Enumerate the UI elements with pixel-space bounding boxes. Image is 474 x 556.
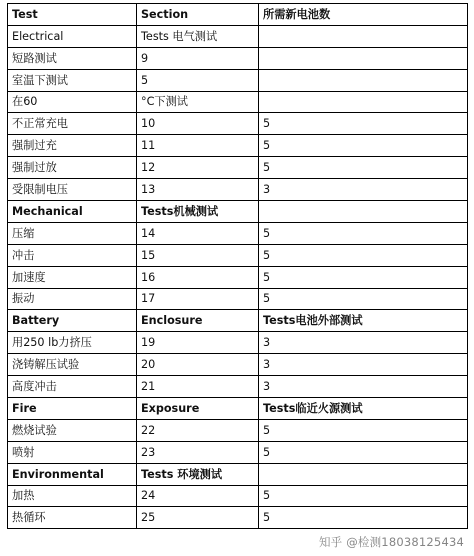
table-row [8,113,468,135]
test-cell: 喷射 [8,441,137,463]
test-cell: Electrical [8,25,137,47]
section-cell: 12 [137,157,259,179]
section-cell: 15 [137,244,259,266]
test-cell: Environmental [8,463,137,485]
test-cell: 热循环 [8,507,137,529]
test-cell: 用250 lb力挤压 [8,332,137,354]
test-cell: Mechanical [8,201,137,223]
table-header-row [8,310,468,332]
battery-count-cell: 5 [259,113,468,135]
table-row [8,179,468,201]
table-header-row [8,398,468,420]
table-body [8,4,468,529]
section-cell: 9 [137,47,259,69]
test-cell: Fire [8,398,137,420]
battery-count-cell: 5 [259,441,468,463]
test-cell: 不正常充电 [8,113,137,135]
table-row [8,25,468,47]
section-cell: 17 [137,288,259,310]
section-cell: Enclosure [137,310,259,332]
battery-count-cell: Tests临近火源测试 [259,398,468,420]
test-cell: 燃烧试验 [8,419,137,441]
battery-count-cell [259,463,468,485]
battery-count-cell: 5 [259,485,468,507]
table-row [8,244,468,266]
section-cell: 13 [137,179,259,201]
test-cell: 压缩 [8,222,137,244]
table-row [8,419,468,441]
battery-count-cell: 5 [259,244,468,266]
table-row [8,157,468,179]
battery-count-cell [259,69,468,91]
test-cell: 加热 [8,485,137,507]
battery-count-cell: 3 [259,179,468,201]
section-cell: 10 [137,113,259,135]
battery-count-cell: 所需新电池数 [259,4,468,26]
table-row [8,69,468,91]
battery-count-cell [259,201,468,223]
battery-count-cell: Tests电池外部测试 [259,310,468,332]
test-cell: 加速度 [8,266,137,288]
table-row [8,47,468,69]
section-cell: 23 [137,441,259,463]
section-cell: Tests 环境测试 [137,463,259,485]
battery-count-cell: 3 [259,376,468,398]
test-cell: 振动 [8,288,137,310]
test-cell: 短路测试 [8,47,137,69]
section-cell: 11 [137,135,259,157]
table-row [8,288,468,310]
test-requirements-table [7,3,468,529]
section-cell: 21 [137,376,259,398]
test-cell: 在60 [8,91,137,113]
battery-count-cell: 5 [259,135,468,157]
section-cell: 16 [137,266,259,288]
battery-count-cell: 5 [259,419,468,441]
section-cell: 25 [137,507,259,529]
test-cell: 室温下测试 [8,69,137,91]
table-row [8,441,468,463]
battery-count-cell: 3 [259,332,468,354]
table-row [8,354,468,376]
table-row [8,485,468,507]
battery-count-cell [259,91,468,113]
table-row [8,332,468,354]
test-cell: Battery [8,310,137,332]
table-header-row [8,201,468,223]
section-cell: Section [137,4,259,26]
table-row [8,222,468,244]
section-cell: Tests 电气测试 [137,25,259,47]
watermark-text: 知乎 @检测18038125434 [318,535,464,549]
table-row [8,135,468,157]
section-cell: 19 [137,332,259,354]
section-cell: 22 [137,419,259,441]
battery-count-cell: 5 [259,266,468,288]
table-row [8,376,468,398]
table-row [8,266,468,288]
table-header-row [8,4,468,26]
battery-count-cell [259,47,468,69]
test-cell: 强制过充 [8,135,137,157]
section-cell: 14 [137,222,259,244]
test-cell: 强制过放 [8,157,137,179]
section-cell: 20 [137,354,259,376]
battery-count-cell: 5 [259,507,468,529]
test-cell: 高度冲击 [8,376,137,398]
test-table-container [7,3,467,529]
section-cell: Exposure [137,398,259,420]
test-cell: 受限制电压 [8,179,137,201]
section-cell: 5 [137,69,259,91]
battery-count-cell: 3 [259,354,468,376]
section-cell: Tests机械测试 [137,201,259,223]
battery-count-cell [259,25,468,47]
section-cell: °C下测试 [137,91,259,113]
table-header-row [8,463,468,485]
battery-count-cell: 5 [259,288,468,310]
table-row [8,507,468,529]
test-cell: 冲击 [8,244,137,266]
test-cell: 浇铸解压试验 [8,354,137,376]
table-row [8,91,468,113]
section-cell: 24 [137,485,259,507]
battery-count-cell: 5 [259,157,468,179]
battery-count-cell: 5 [259,222,468,244]
test-cell: Test [8,4,137,26]
